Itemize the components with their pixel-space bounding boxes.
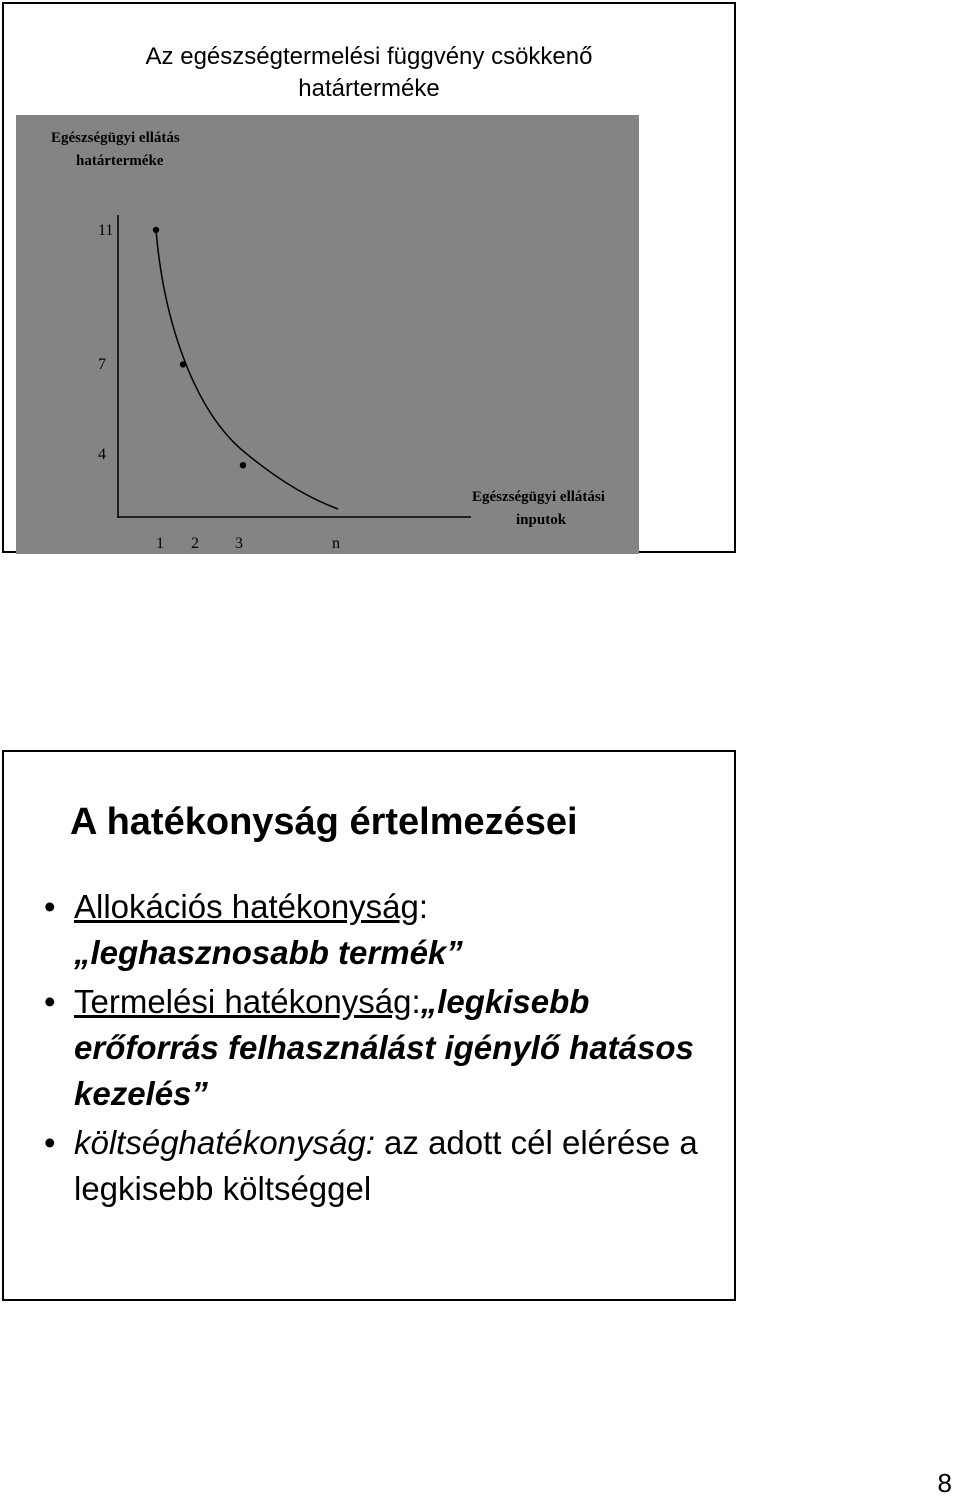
x-axis-label-line-1: Egészségügyi ellátási bbox=[472, 489, 605, 505]
bullet-definition: az adott cél elérése a legkisebb költséggel bbox=[74, 1124, 698, 1207]
x-tick-label: 3 bbox=[235, 535, 243, 552]
x-tick-label: n bbox=[332, 535, 340, 552]
bullet-definition: „legkisebb erőforrás felhasználást igénylő hatásos kezelés” bbox=[74, 983, 694, 1112]
bullet-list bbox=[44, 884, 724, 1215]
bullet-allocative-efficiency bbox=[44, 884, 724, 976]
marginal-product-curve bbox=[156, 230, 338, 509]
data-point bbox=[240, 462, 246, 468]
y-axis-label-line-2: határterméke bbox=[76, 153, 164, 169]
bullet-marker: • bbox=[44, 888, 56, 925]
page-number: 8 bbox=[937, 1468, 952, 1498]
bullet-marker: • bbox=[44, 983, 56, 1020]
y-tick-label: 7 bbox=[98, 356, 106, 373]
bullet-term: költséghatékonyság: bbox=[74, 1124, 375, 1161]
bullet-term: Allokációs hatékonyság bbox=[74, 888, 419, 925]
x-tick-label: 2 bbox=[191, 535, 199, 552]
x-tick-label: 1 bbox=[156, 535, 164, 552]
bullet-marker: • bbox=[44, 1124, 56, 1161]
bullet-production-efficiency bbox=[44, 979, 724, 1117]
slide-1-title bbox=[44, 41, 694, 105]
y-tick-label: 4 bbox=[98, 446, 106, 463]
slide-2 bbox=[2, 750, 736, 1301]
slide-1-title-line-2: határterméke bbox=[298, 75, 440, 102]
slide-1-title-line-1: Az egészségtermelési függvény csökkenő bbox=[145, 43, 593, 70]
data-point bbox=[153, 227, 159, 233]
bullet-definition: „leghasznosabb termék” bbox=[74, 934, 463, 971]
bullet-cost-effectiveness bbox=[44, 1120, 724, 1212]
y-axis-label-line-1: Egészségügyi ellátás bbox=[51, 130, 180, 146]
marginal-product-chart bbox=[16, 115, 639, 554]
x-axis-label-line-2: inputok bbox=[516, 512, 567, 528]
data-points bbox=[153, 227, 246, 469]
bullet-colon: : bbox=[411, 983, 421, 1020]
slide-1 bbox=[2, 2, 736, 553]
bullet-term: Termelési hatékonyság bbox=[74, 983, 412, 1020]
slide-2-title: A hatékonyság értelmezései bbox=[70, 801, 578, 843]
data-point bbox=[180, 361, 186, 367]
bullet-colon: : bbox=[418, 888, 429, 925]
y-tick-label: 11 bbox=[98, 222, 114, 239]
